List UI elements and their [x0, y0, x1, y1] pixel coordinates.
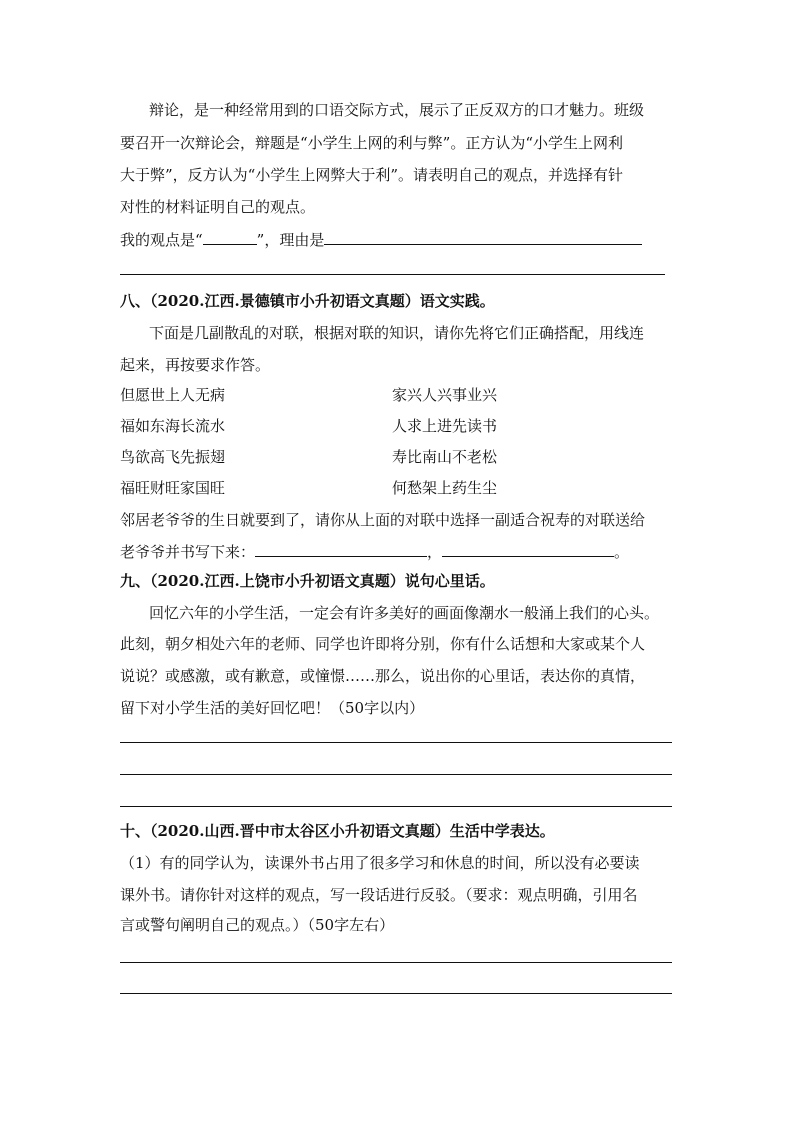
couplet-left-1: 但愿世上人无病	[120, 386, 226, 404]
reason-blank[interactable]	[324, 228, 642, 245]
q8-sep: ，	[427, 543, 443, 561]
intro-line-3: 大于弊”，反方认为“小学生上网弊大于利”。请表明自己的观点，并选择有针	[120, 166, 624, 184]
couplet-left-3: 鸟欲高飞先振翅	[120, 448, 226, 466]
opinion-mid: ”，理由是	[256, 231, 325, 249]
q9-line-2: 此刻，朝夕相处六年的老师、同学也许即将分别，你有什么话想和大家或某个人	[120, 635, 646, 653]
q9-answer-line-2[interactable]	[120, 774, 672, 775]
q9-answer-line-1[interactable]	[120, 742, 672, 743]
intro-line-1: 辩论，是一种经常用到的口语交际方式，展示了正反双方的口才魅力。班级	[149, 101, 645, 119]
opinion-prefix: 我的观点是“	[120, 231, 203, 249]
couplet-right-1: 家兴人兴事业兴	[392, 386, 498, 404]
couplet-answer-blank-2[interactable]	[442, 540, 614, 557]
q9-heading: 九、（2020.江西.上饶市小升初语文真题）说句心里话。	[120, 572, 495, 590]
couplet-left-2: 福如东海长流水	[120, 417, 226, 435]
q10-line-3: 言或警句阐明自己的观点。）（50字左右）	[120, 916, 395, 934]
q10-answer-line-2[interactable]	[120, 993, 672, 994]
q8-heading: 八、（2020.江西.景德镇市小升初语文真题）语文实践。	[120, 292, 495, 310]
couplet-left-4: 福旺财旺家国旺	[120, 479, 226, 497]
intro-line-2: 要召开一次辩论会，辩题是“小学生上网的利与弊”。正方认为“小学生上网利	[120, 134, 624, 152]
q8-line-4	[120, 540, 629, 563]
q8-line-3: 邻居老爷爷的生日就要到了，请你从上面的对联中选择一副适合祝寿的对联送给	[120, 511, 646, 529]
q10-answer-line-1[interactable]	[120, 962, 672, 963]
q9-line-3: 说说？或感激，或有歉意，或憧憬……那么，说出你的心里话，表达你的真情，	[120, 667, 646, 685]
q10-heading: 十、（2020.山西.晋中市太谷区小升初语文真题）生活中学表达。	[120, 822, 555, 840]
opinion-blank[interactable]	[203, 228, 257, 245]
q10-line-1: （1）有的同学认为，读课外书占用了很多学习和休息的时间，所以没有必要读	[120, 854, 640, 872]
q9-line-1: 回忆六年的小学生活，一定会有许多美好的画面像潮水一般涌上我们的心头。	[149, 604, 660, 622]
q8-line-2: 起来，再按要求作答。	[120, 356, 271, 374]
opinion-line	[120, 228, 642, 251]
couplet-answer-blank-1[interactable]	[255, 540, 427, 557]
couplet-right-4: 何愁架上药生尘	[392, 479, 498, 497]
answer-line[interactable]	[120, 274, 665, 275]
q10-line-2: 课外书。请你针对这样的观点，写一段话进行反驳。（要求：观点明确，引用名	[120, 886, 638, 904]
q9-answer-line-3[interactable]	[120, 806, 672, 807]
q8-line-4-prefix: 老爷爷并书写下来：	[120, 543, 256, 561]
couplet-right-3: 寿比南山不老松	[392, 448, 498, 466]
q8-line-1: 下面是几副散乱的对联，根据对联的知识，请你先将它们正确搭配，用线连	[149, 324, 645, 342]
q8-end: 。	[614, 543, 630, 561]
intro-line-4: 对性的材料证明自己的观点。	[120, 198, 316, 216]
q9-line-4: 留下对小学生活的美好回忆吧！（50字以内）	[120, 699, 425, 717]
couplet-right-2: 人求上进先读书	[392, 417, 498, 435]
